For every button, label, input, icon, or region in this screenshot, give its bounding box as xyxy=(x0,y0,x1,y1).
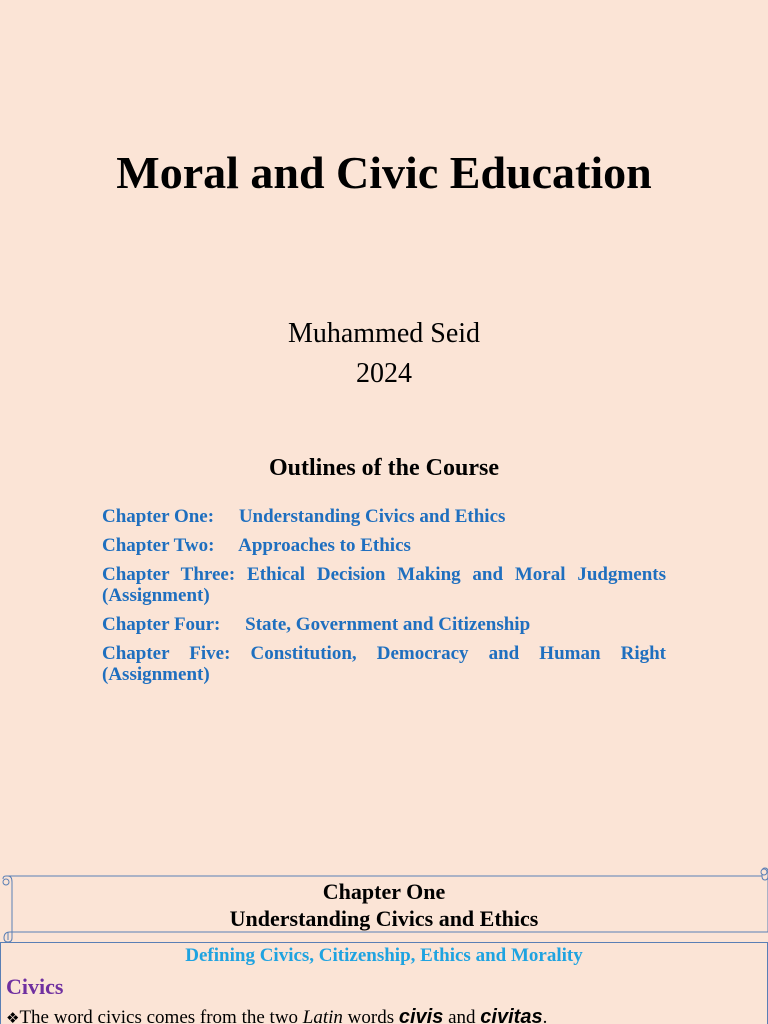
chapter-item-four xyxy=(102,614,666,635)
chapter-number: Chapter Two: xyxy=(102,535,215,556)
chapter-title: Ethical Decision Making and Moral Judgments (Assignment) xyxy=(102,564,667,606)
chapter-item-one xyxy=(102,506,666,527)
paragraph-text: words xyxy=(342,1007,399,1024)
author-name: Muhammed Seid xyxy=(287,318,481,349)
chapter-title: State, Government and Citizenship xyxy=(245,614,531,635)
chapter-number: Chapter One: xyxy=(102,506,215,527)
paragraph-text: The word civics comes from the two xyxy=(19,1007,303,1024)
chapter-item-two xyxy=(102,535,666,556)
latin-word-civis: civis xyxy=(398,1006,444,1024)
latin-word-civitas: civitas xyxy=(480,1006,543,1024)
chapter-outline-list xyxy=(102,506,666,693)
banner-text xyxy=(0,878,768,932)
chapter-item-five xyxy=(102,643,666,685)
chapter-item-three xyxy=(102,564,666,606)
outline-heading: Outlines of the Course xyxy=(269,455,499,481)
bullet-paragraph xyxy=(6,1005,547,1024)
section-title: Civics xyxy=(6,974,64,999)
chapter-number: Chapter Four: xyxy=(102,614,221,635)
chapter-title: Approaches to Ethics xyxy=(238,535,411,556)
chapter-title: Constitution, Democracy and Human Right (Assignment) xyxy=(102,643,667,685)
paragraph-italic-word: Latin xyxy=(302,1007,343,1024)
paragraph-text: and xyxy=(443,1007,481,1024)
document-title: Moral and Civic Education xyxy=(116,147,652,198)
document-year: 2024 xyxy=(356,358,412,389)
chapter-number: Chapter Five: xyxy=(102,643,231,664)
chapter-number: Chapter Three: xyxy=(102,564,236,585)
banner-chapter-label: Chapter One xyxy=(322,879,446,904)
banner-chapter-title: Understanding Civics and Ethics xyxy=(229,906,539,931)
paragraph-text: . xyxy=(542,1007,548,1024)
section-subheading: Defining Civics, Citizenship, Ethics and Morality xyxy=(185,945,583,966)
chapter-title: Understanding Civics and Ethics xyxy=(238,506,506,527)
diamond-bullet-icon: ❖ xyxy=(6,1009,20,1024)
